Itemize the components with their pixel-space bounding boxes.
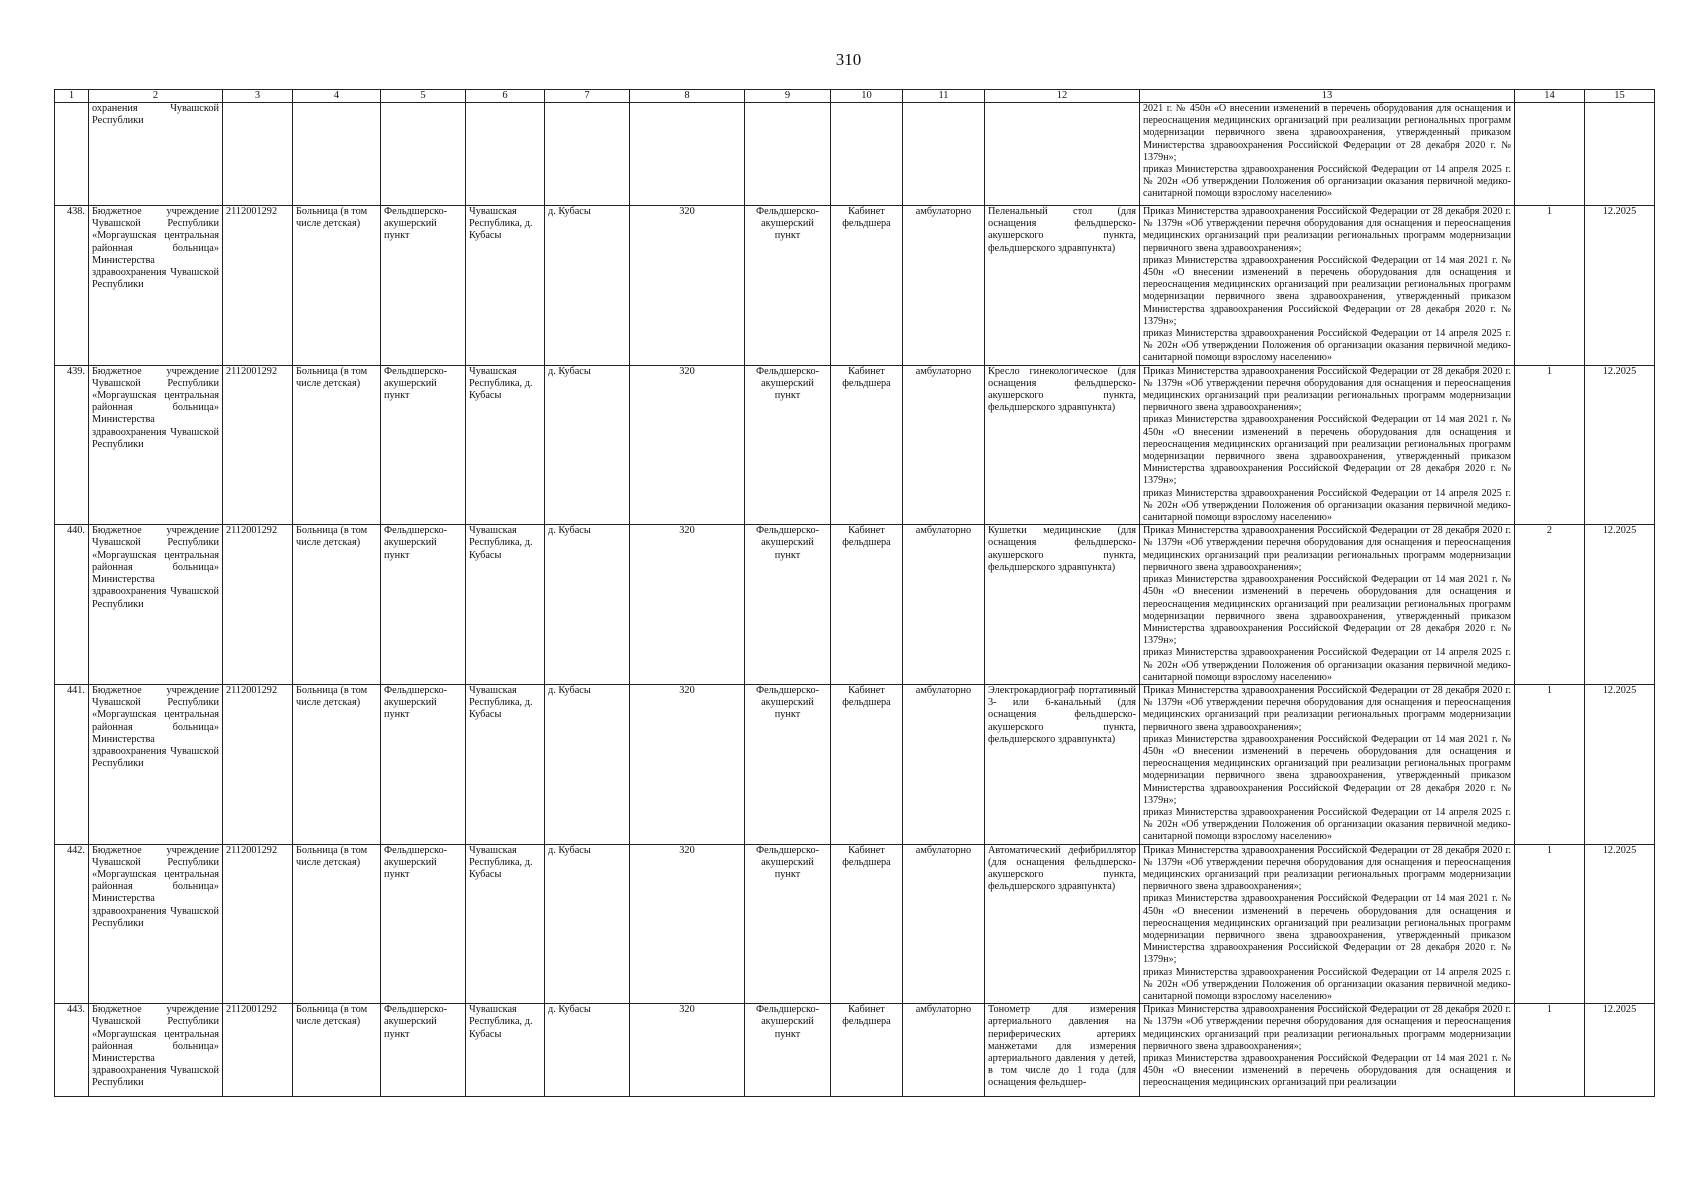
- cell-room: Кабинет фельдшера: [831, 525, 903, 685]
- cell-quantity: 1: [1515, 206, 1585, 366]
- cell-quantity: 2: [1515, 525, 1585, 685]
- cell-quantity: 1: [1515, 1004, 1585, 1097]
- column-header-4: 4: [293, 90, 381, 103]
- table-row: [55, 206, 1655, 366]
- equipment-table: [54, 89, 1655, 1097]
- cell-care-mode: амбулаторно: [903, 365, 985, 525]
- cell-care-mode: амбулаторно: [903, 844, 985, 1004]
- header-row: [55, 90, 1655, 103]
- cell-locality: д. Кубасы: [545, 684, 630, 844]
- cell-quantity: 1: [1515, 684, 1585, 844]
- cell-region: Чувашская Республика, д. Кубасы: [466, 525, 545, 685]
- cell-empty: [381, 103, 466, 206]
- cell-empty: [630, 103, 745, 206]
- cell-empty: [1515, 103, 1585, 206]
- table-row: [55, 1004, 1655, 1097]
- cell-room: Кабинет фельдшера: [831, 1004, 903, 1097]
- cell-region: Чувашская Республика, д. Кубасы: [466, 1004, 545, 1097]
- cell-equipment: Кресло гинекологическое (для оснащения фельдшерско-акушерского пункта, фельдшерского здравпункта): [985, 365, 1140, 525]
- cell-empty: [545, 103, 630, 206]
- cell-locality: д. Кубасы: [545, 844, 630, 1004]
- column-header-2: 2: [89, 90, 223, 103]
- cell-organization: Бюджетное учреждение Чувашской Республики «Моргаушская центральная районная больница» Министерства здравоохранения Чувашской Республики: [89, 206, 223, 366]
- cell-equipment: Электрокардиограф портативный 3- или 6-канальный (для оснащения фельдшерско-акушерского пункта, фельдшерского здравпункта): [985, 684, 1140, 844]
- cell-legal-basis: 2021 г. № 450н «О внесении изменений в перечень оборудования для оснащения и переоснащения медицинских организаций при реализации региональных программ модернизации первичного звена здравоохранения, утвержденный приказом Министерства здравоохранения Российской Федерации от 28 декабря 2020 г. № 1379н»; приказ Министерства здравоохранения Российской Федерации от 14 апреля 2025 г. № 202н «Об утверждении Положения об организации оказания первичной медико-санитарной помощи взрослому населению»: [1140, 103, 1515, 206]
- cell-date: 12.2025: [1585, 525, 1655, 685]
- cell-subunit: Фельдшерско-акушерский пункт: [745, 684, 831, 844]
- table-row-continuation: [55, 103, 1655, 206]
- cell-subunit: Фельдшерско-акушерский пункт: [745, 365, 831, 525]
- cell-inn: 2112001292: [223, 684, 293, 844]
- cell-number: 443.: [55, 1004, 89, 1097]
- column-header-15: 15: [1585, 90, 1655, 103]
- cell-legal-basis: Приказ Министерства здравоохранения Российской Федерации от 28 декабря 2020 г. № 1379н «Об утверждении перечня оборудования для оснащения и переоснащения медицинских организаций при реализации региональных программ модернизации первичного звена здравоохранения»; приказ Министерства здравоохранения Российской Федерации от 14 мая 2021 г. № 450н «О внесении изменений в перечень оборудования для оснащения и переоснащения медицинских организаций при реализации региональных программ модернизации первичного звена здравоохранения, утвержденный приказом Министерства здравоохранения Российской Федерации от 28 декабря 2020 г. № 1379н»; приказ Министерства здравоохранения Российской Федерации от 14 апреля 2025 г. № 202н «Об утверждении Положения об организации оказания первичной медико-санитарной помощи взрослому населению»: [1140, 206, 1515, 366]
- cell-organization: Бюджетное учреждение Чувашской Республики «Моргаушская центральная районная больница» Министерства здравоохранения Чувашской Республики: [89, 1004, 223, 1097]
- cell-room: Кабинет фельдшера: [831, 844, 903, 1004]
- cell-equipment: Пеленальный стол (для оснащения фельдшерско-акушерского пункта, фельдшерского здравпункта): [985, 206, 1140, 366]
- cell-quantity: 1: [1515, 365, 1585, 525]
- table-row: [55, 525, 1655, 685]
- cell-locality: д. Кубасы: [545, 206, 630, 366]
- cell-quantity: 1: [1515, 844, 1585, 1004]
- cell-count: 320: [630, 206, 745, 366]
- cell-inn: 2112001292: [223, 844, 293, 1004]
- column-header-9: 9: [745, 90, 831, 103]
- cell-care-mode: амбулаторно: [903, 1004, 985, 1097]
- cell-legal-basis: Приказ Министерства здравоохранения Российской Федерации от 28 декабря 2020 г. № 1379н «Об утверждении перечня оборудования для оснащения и переоснащения медицинских организаций при реализации региональных программ модернизации первичного звена здравоохранения»; приказ Министерства здравоохранения Российской Федерации от 14 мая 2021 г. № 450н «О внесении изменений в перечень оборудования для оснащения и переоснащения медицинских организаций при реализации региональных программ модернизации первичного звена здравоохранения, утвержденный приказом Министерства здравоохранения Российской Федерации от 28 декабря 2020 г. № 1379н»; приказ Министерства здравоохранения Российской Федерации от 14 апреля 2025 г. № 202н «Об утверждении Положения об организации оказания первичной медико-санитарной помощи взрослому населению»: [1140, 844, 1515, 1004]
- cell-count: 320: [630, 684, 745, 844]
- cell-empty: [293, 103, 381, 206]
- cell-legal-basis: Приказ Министерства здравоохранения Российской Федерации от 28 декабря 2020 г. № 1379н «Об утверждении перечня оборудования для оснащения и переоснащения медицинских организаций при реализации региональных программ модернизации первичного звена здравоохранения»; приказ Министерства здравоохранения Российской Федерации от 14 мая 2021 г. № 450н «О внесении изменений в перечень оборудования для оснащения и переоснащения медицинских организаций при реализации: [1140, 1004, 1515, 1097]
- cell-region: Чувашская Республика, д. Кубасы: [466, 844, 545, 1004]
- cell-date: 12.2025: [1585, 1004, 1655, 1097]
- cell-subunit: Фельдшерско-акушерский пункт: [745, 525, 831, 685]
- cell-unit: Фельдшерско-акушерский пункт: [381, 365, 466, 525]
- column-header-10: 10: [831, 90, 903, 103]
- cell-legal-basis: Приказ Министерства здравоохранения Российской Федерации от 28 декабря 2020 г. № 1379н «Об утверждении перечня оборудования для оснащения и переоснащения медицинских организаций при реализации региональных программ модернизации первичного звена здравоохранения»; приказ Министерства здравоохранения Российской Федерации от 14 мая 2021 г. № 450н «О внесении изменений в перечень оборудования для оснащения и переоснащения медицинских организаций при реализации региональных программ модернизации первичного звена здравоохранения, утвержденный приказом Министерства здравоохранения Российской Федерации от 28 декабря 2020 г. № 1379н»; приказ Министерства здравоохранения Российской Федерации от 14 апреля 2025 г. № 202н «Об утверждении Положения об организации оказания первичной медико-санитарной помощи взрослому населению»: [1140, 365, 1515, 525]
- cell-empty: [903, 103, 985, 206]
- cell-date: 12.2025: [1585, 365, 1655, 525]
- cell-organization: Бюджетное учреждение Чувашской Республики «Моргаушская центральная районная больница» Министерства здравоохранения Чувашской Республики: [89, 525, 223, 685]
- cell-empty: [745, 103, 831, 206]
- column-header-11: 11: [903, 90, 985, 103]
- cell-number: [55, 103, 89, 206]
- cell-subunit: Фельдшерско-акушерский пункт: [745, 844, 831, 1004]
- cell-organization: Бюджетное учреждение Чувашской Республики «Моргаушская центральная районная больница» Министерства здравоохранения Чувашской Республики: [89, 844, 223, 1004]
- column-header-12: 12: [985, 90, 1140, 103]
- cell-legal-basis: Приказ Министерства здравоохранения Российской Федерации от 28 декабря 2020 г. № 1379н «Об утверждении перечня оборудования для оснащения и переоснащения медицинских организаций при реализации региональных программ модернизации первичного звена здравоохранения»; приказ Министерства здравоохранения Российской Федерации от 14 мая 2021 г. № 450н «О внесении изменений в перечень оборудования для оснащения и переоснащения медицинских организаций при реализации региональных программ модернизации первичного звена здравоохранения, утвержденный приказом Министерства здравоохранения Российской Федерации от 28 декабря 2020 г. № 1379н»; приказ Министерства здравоохранения Российской Федерации от 14 апреля 2025 г. № 202н «Об утверждении Положения об организации оказания первичной медико-санитарной помощи взрослому населению»: [1140, 684, 1515, 844]
- cell-equipment: Автоматический дефибриллятор (для оснащения фельдшерско-акушерского пункта, фельдшерского здравпункта): [985, 844, 1140, 1004]
- cell-unit: Фельдшерско-акушерский пункт: [381, 844, 466, 1004]
- cell-count: 320: [630, 525, 745, 685]
- table-row: [55, 844, 1655, 1004]
- cell-empty: [1585, 103, 1655, 206]
- cell-count: 320: [630, 844, 745, 1004]
- cell-facility-type: Больница (в том числе детская): [293, 684, 381, 844]
- cell-inn: 2112001292: [223, 525, 293, 685]
- column-header-7: 7: [545, 90, 630, 103]
- cell-facility-type: Больница (в том числе детская): [293, 206, 381, 366]
- column-header-14: 14: [1515, 90, 1585, 103]
- column-header-5: 5: [381, 90, 466, 103]
- cell-number: 440.: [55, 525, 89, 685]
- cell-date: 12.2025: [1585, 844, 1655, 1004]
- cell-region: Чувашская Республика, д. Кубасы: [466, 684, 545, 844]
- cell-region: Чувашская Республика, д. Кубасы: [466, 365, 545, 525]
- cell-inn: 2112001292: [223, 206, 293, 366]
- table-row: [55, 684, 1655, 844]
- cell-unit: Фельдшерско-акушерский пункт: [381, 206, 466, 366]
- cell-count: 320: [630, 1004, 745, 1097]
- cell-equipment: Тонометр для измерения артериального давления на периферических артериях манжетами для измерения артериального давления у детей, в том числе до 1 года (для оснащения фельдшер-: [985, 1004, 1140, 1097]
- cell-locality: д. Кубасы: [545, 365, 630, 525]
- cell-subunit: Фельдшерско-акушерский пункт: [745, 1004, 831, 1097]
- cell-legal-basis: Приказ Министерства здравоохранения Российской Федерации от 28 декабря 2020 г. № 1379н «Об утверждении перечня оборудования для оснащения и переоснащения медицинских организаций при реализации региональных программ модернизации первичного звена здравоохранения»; приказ Министерства здравоохранения Российской Федерации от 14 мая 2021 г. № 450н «О внесении изменений в перечень оборудования для оснащения и переоснащения медицинских организаций при реализации региональных программ модернизации первичного звена здравоохранения, утвержденный приказом Министерства здравоохранения Российской Федерации от 28 декабря 2020 г. № 1379н»; приказ Министерства здравоохранения Российской Федерации от 14 апреля 2025 г. № 202н «Об утверждении Положения об организации оказания первичной медико-санитарной помощи взрослому населению»: [1140, 525, 1515, 685]
- column-header-6: 6: [466, 90, 545, 103]
- cell-unit: Фельдшерско-акушерский пункт: [381, 684, 466, 844]
- table-body: [55, 103, 1655, 1097]
- cell-date: 12.2025: [1585, 684, 1655, 844]
- cell-care-mode: амбулаторно: [903, 206, 985, 366]
- cell-empty: [466, 103, 545, 206]
- column-header-3: 3: [223, 90, 293, 103]
- cell-unit: Фельдшерско-акушерский пункт: [381, 1004, 466, 1097]
- cell-number: 439.: [55, 365, 89, 525]
- column-header-13: 13: [1140, 90, 1515, 103]
- cell-facility-type: Больница (в том числе детская): [293, 365, 381, 525]
- cell-room: Кабинет фельдшера: [831, 684, 903, 844]
- cell-facility-type: Больница (в том числе детская): [293, 844, 381, 1004]
- cell-facility-type: Больница (в том числе детская): [293, 525, 381, 685]
- cell-number: 438.: [55, 206, 89, 366]
- cell-unit: Фельдшерско-акушерский пункт: [381, 525, 466, 685]
- cell-locality: д. Кубасы: [545, 1004, 630, 1097]
- column-header-8: 8: [630, 90, 745, 103]
- cell-locality: д. Кубасы: [545, 525, 630, 685]
- cell-organization: Бюджетное учреждение Чувашской Республики «Моргаушская центральная районная больница» Министерства здравоохранения Чувашской Республики: [89, 365, 223, 525]
- cell-room: Кабинет фельдшера: [831, 365, 903, 525]
- cell-empty: [985, 103, 1140, 206]
- cell-room: Кабинет фельдшера: [831, 206, 903, 366]
- cell-inn: 2112001292: [223, 1004, 293, 1097]
- cell-date: 12.2025: [1585, 206, 1655, 366]
- cell-number: 441.: [55, 684, 89, 844]
- cell-care-mode: амбулаторно: [903, 525, 985, 685]
- cell-number: 442.: [55, 844, 89, 1004]
- cell-count: 320: [630, 365, 745, 525]
- cell-care-mode: амбулаторно: [903, 684, 985, 844]
- cell-subunit: Фельдшерско-акушерский пункт: [745, 206, 831, 366]
- column-header-1: 1: [55, 90, 89, 103]
- cell-equipment: Кушетки медицинские (для оснащения фельдшерско-акушерского пункта, фельдшерского здравпункта): [985, 525, 1140, 685]
- cell-facility-type: Больница (в том числе детская): [293, 1004, 381, 1097]
- cell-inn: 2112001292: [223, 365, 293, 525]
- table-row: [55, 365, 1655, 525]
- cell-empty: [831, 103, 903, 206]
- cell-region: Чувашская Республика, д. Кубасы: [466, 206, 545, 366]
- cell-organization: Бюджетное учреждение Чувашской Республики «Моргаушская центральная районная больница» Министерства здравоохранения Чувашской Республики: [89, 684, 223, 844]
- cell-organization: охранения Чувашской Республики: [89, 103, 223, 206]
- page-number: 310: [835, 50, 862, 69]
- cell-empty: [223, 103, 293, 206]
